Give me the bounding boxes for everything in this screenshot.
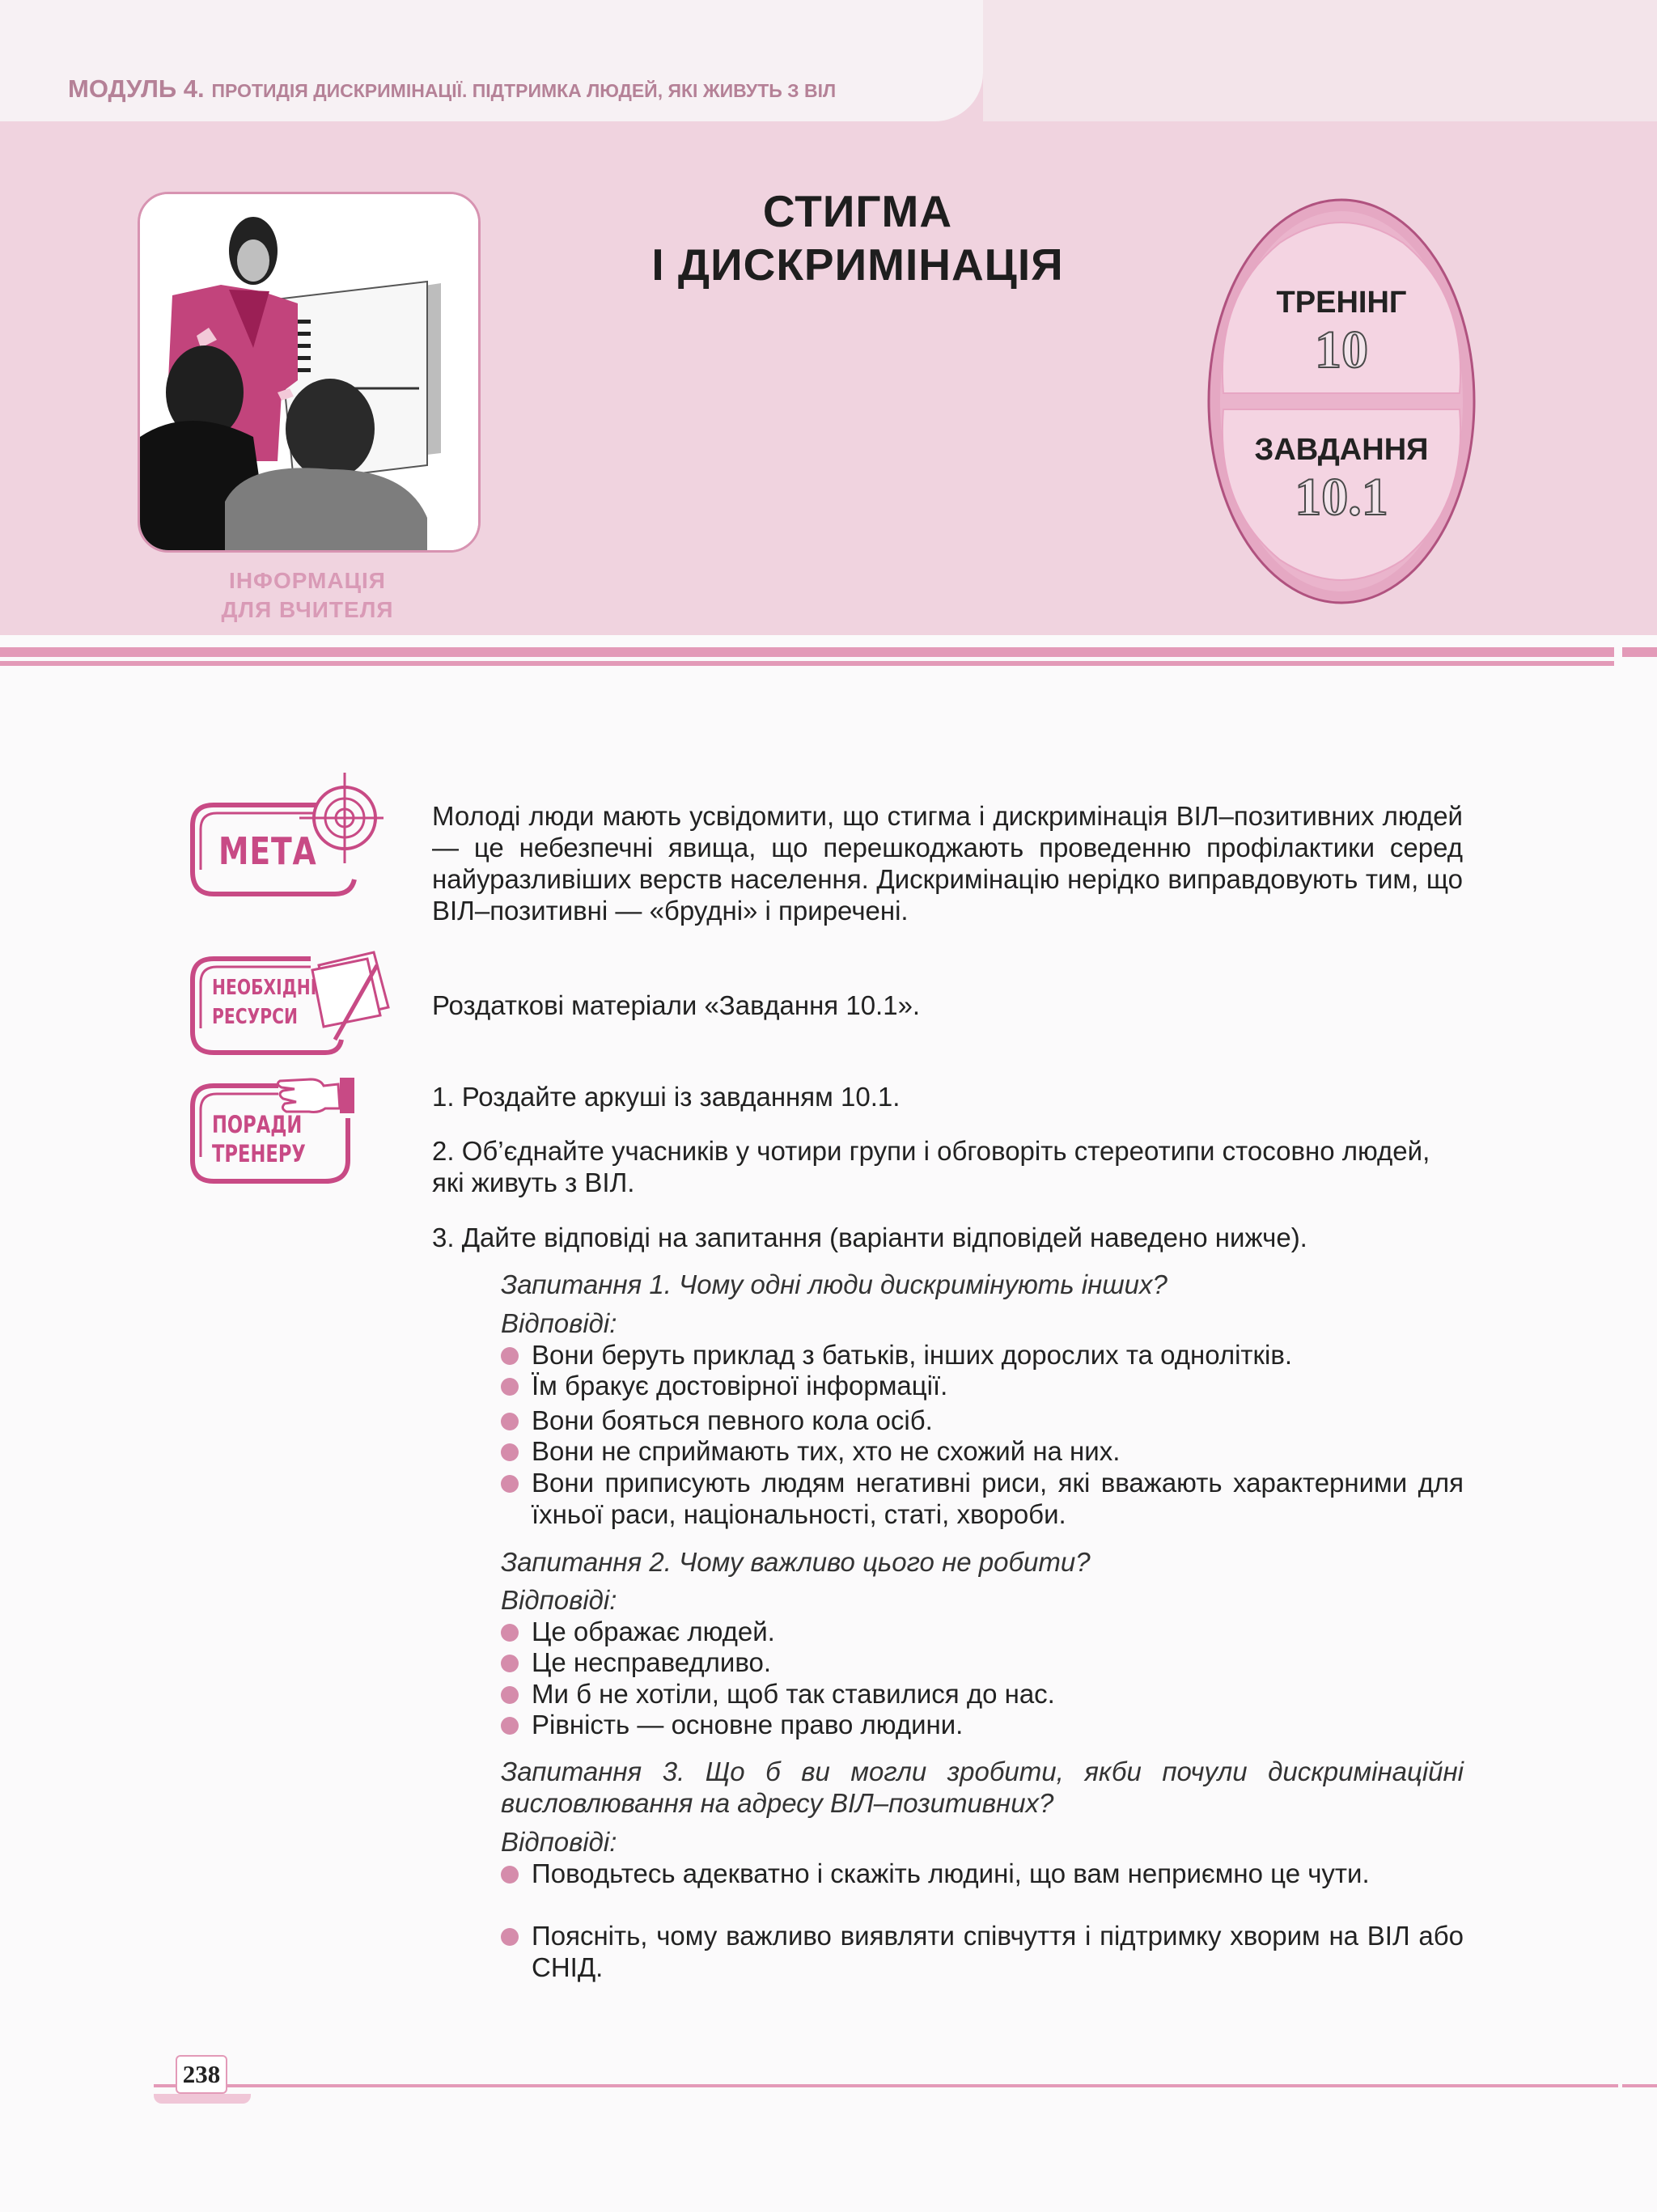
list-item	[501, 1405, 1464, 1436]
badge-task-label: ЗАВДАННЯ	[1254, 433, 1429, 467]
answer-text: Вони бояться певного кола осіб.	[532, 1405, 933, 1435]
answer-text: Рівність — основне право людини.	[532, 1710, 964, 1740]
presenter-illustration	[140, 194, 478, 550]
goal-icon	[189, 773, 384, 902]
title-line2: І ДИСКРИМІНАЦІЯ	[651, 239, 1064, 290]
question-3: Запитання 3. Що б ви могли зробити, якби почули дискримінаційні висловлювання на адресу ВІЛ–позитивних?	[501, 1756, 1464, 1818]
teacher-info-caption	[138, 566, 477, 625]
module-heading	[68, 74, 836, 104]
answer-text: Вони беруть приклад з батьків, інших дорослих та однолітків.	[532, 1340, 1293, 1370]
goal-label: МЕТА	[218, 829, 317, 873]
answer-label-2: Відповіді:	[501, 1585, 617, 1615]
divider-stripe-bottom	[0, 661, 1614, 666]
answer-label-1: Відповіді:	[501, 1308, 617, 1338]
resources-line1: НЕОБХІДНІ	[212, 976, 317, 1000]
footer-line-right	[1622, 2084, 1657, 2087]
goal-text: Молоді люди мають усвідомити, що стигма і дискримінація ВІЛ–позитивних людей — це небезпечні явища, що перешкоджають проведенню профілактики серед найуразливіших верств населення. Дискримінацію нерідко виправдовують тим, що ВІЛ–позитивні — «брудні» і приречені.	[432, 801, 1463, 926]
bullet-dot	[501, 1928, 519, 1946]
module-title: ПРОТИДІЯ ДИСКРИМІНАЦІЇ. ПІДТРИМКА ЛЮДЕЙ, ЯКІ ЖИВУТЬ З ВІЛ	[211, 80, 837, 101]
divider-stripe-right	[1622, 647, 1657, 657]
teacher-caption-line1: ІНФОРМАЦІЯ	[229, 568, 386, 593]
tips-line1: ПОРАДИ	[212, 1111, 303, 1138]
list-item	[501, 1616, 1464, 1647]
question-1: Запитання 1. Чому одні люди дискримінують інших?	[501, 1269, 1168, 1299]
bullet-dot	[501, 1443, 519, 1461]
list-item	[501, 1467, 1464, 1530]
training-badge	[1207, 198, 1476, 604]
list-item	[501, 1370, 1464, 1401]
badge-training-label: ТРЕНІНГ	[1276, 286, 1407, 320]
answer-text: Ми б не хотіли, щоб так ставилися до нас.	[532, 1679, 1055, 1709]
page-title	[566, 184, 1149, 291]
list-item	[501, 1678, 1464, 1710]
teacher-caption-line2: ДЛЯ ВЧИТЕЛЯ	[221, 597, 394, 622]
resources-label	[212, 973, 316, 1032]
resources-icon	[189, 951, 392, 1056]
bullet-dot	[501, 1624, 519, 1642]
step-1: 1. Роздайте аркуші із завданням 10.1.	[432, 1082, 901, 1112]
module-label: МОДУЛЬ 4.	[68, 74, 205, 103]
bullet-dot	[501, 1717, 519, 1735]
badge-training-number: 10	[1315, 320, 1368, 379]
bullet-dot	[501, 1378, 519, 1396]
footer-line	[154, 2084, 1618, 2087]
answer-label-3: Відповіді:	[501, 1827, 617, 1857]
answer-text: Вони не сприймають тих, хто не схожий на них.	[532, 1436, 1121, 1466]
tips-icon	[189, 1076, 359, 1185]
badge-oval	[1207, 198, 1476, 604]
list-item	[501, 1646, 1464, 1678]
step-3: 3. Дайте відповіді на запитання (варіанти відповідей наведено нижче).	[432, 1223, 1307, 1252]
page-number-tab	[154, 2094, 251, 2104]
tips-line2: ТРЕНЕРУ	[212, 1140, 306, 1167]
bullet-dot	[501, 1655, 519, 1672]
step-2: 2. Об’єднайте учасників у чотири групи і обговоріть стереотипи стосовно людей, які живуть з ВІЛ.	[432, 1136, 1430, 1197]
answer-text: Це несправедливо.	[532, 1647, 772, 1677]
answer-text: Вони приписують людям негативні риси, які вважають характерними для їхньої раси, національності, статі, хвороби.	[532, 1468, 1464, 1529]
list-item	[501, 1709, 1464, 1740]
list-item	[501, 1858, 1464, 1889]
bullet-dot	[501, 1347, 519, 1365]
page-number: 238	[182, 2060, 221, 2088]
list-item	[501, 1339, 1464, 1371]
answer-text: Поводьтесь адекватно і скажіть людині, що вам неприємно це чути.	[532, 1858, 1370, 1888]
bullet-dot	[501, 1413, 519, 1430]
resources-text: Роздаткові матеріали «Завдання 10.1».	[432, 990, 921, 1020]
list-item	[501, 1435, 1464, 1467]
resources-line2: РЕСУРСИ	[212, 1005, 298, 1029]
teacher-illustration	[138, 192, 481, 553]
answer-text: Поясніть, чому важливо виявляти співчуття і підтримку хворим на ВІЛ або СНІД.	[532, 1921, 1464, 1982]
bullet-dot	[501, 1475, 519, 1493]
badge-task-number: 10.1	[1295, 468, 1388, 527]
answer-text: Це ображає людей.	[532, 1617, 775, 1646]
header-tab-right	[983, 0, 1657, 121]
question-2: Запитання 2. Чому важливо цього не робити?	[501, 1547, 1091, 1577]
divider-stripe-top	[0, 647, 1614, 657]
bullet-dot	[501, 1866, 519, 1884]
answer-text: Їм бракує достовірної інформації.	[532, 1371, 948, 1401]
list-item	[501, 1920, 1464, 1983]
title-line1: СТИГМА	[762, 186, 953, 236]
bullet-dot	[501, 1686, 519, 1704]
tips-label	[212, 1110, 306, 1168]
